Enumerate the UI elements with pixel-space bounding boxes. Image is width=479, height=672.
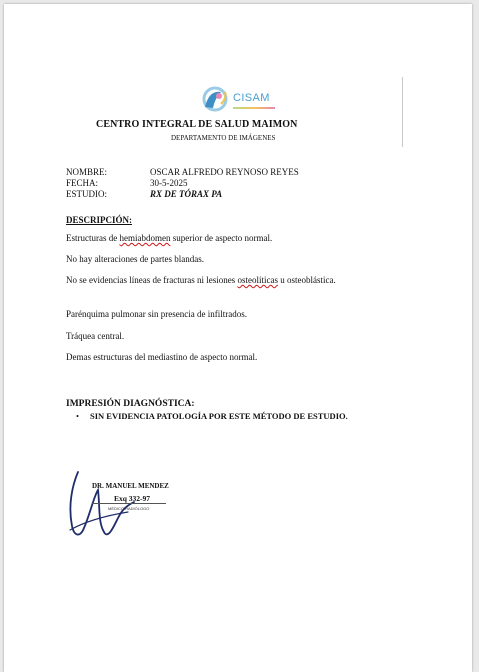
department-subtitle: DEPARTAMENTO DE IMÁGENES [171, 134, 276, 142]
doctor-exequatur: Exq 332-97 [114, 494, 151, 503]
impression-item [76, 411, 348, 421]
p1-text-end: superior de aspecto normal. [170, 233, 273, 243]
p3-misspelled-word: osteolíticas [237, 275, 278, 285]
study-label: ESTUDIO: [66, 189, 107, 199]
p3-text-end: u osteoblástica. [277, 275, 336, 285]
logo-wordmark: CISAM [233, 92, 270, 104]
doctor-role: MÉDICO RADIÓLOGO [108, 506, 150, 511]
p1-text-start: Estructuras de [66, 233, 120, 243]
date-value: 30-5-2025 [150, 178, 188, 188]
bullet-icon: • [76, 411, 79, 421]
signature-line [92, 503, 166, 504]
cisam-logo [191, 84, 275, 114]
description-paragraph-6: Demas estructuras del mediastino de aspecto normal. [66, 352, 258, 362]
description-paragraph-5: Tráquea central. [66, 331, 125, 341]
margin-rule [402, 77, 403, 147]
logo-emblem-icon [191, 84, 231, 114]
logo-tagline-stripe [233, 107, 275, 109]
description-paragraph-3 [66, 275, 366, 287]
impression-item-text: SIN EVIDENCIA PATOLOGÍA POR ESTE MÉTODO DE ESTUDIO. [90, 411, 348, 421]
description-heading: DESCRIPCIÓN: [66, 215, 133, 225]
p1-misspelled-word: hemiabdomen [119, 233, 171, 243]
institution-title: CENTRO INTEGRAL DE SALUD MAIMON [96, 119, 298, 130]
date-label: FECHA: [66, 178, 99, 188]
description-paragraph-4: Parénquima pulmonar sin presencia de infiltrados. [66, 309, 247, 319]
description-paragraph-2: No hay alteraciones de partes blandas. [66, 254, 204, 264]
document-page [4, 4, 472, 672]
impression-title: IMPRESIÓN DIAGNÓSTICA: [66, 399, 195, 409]
doctor-name: DR. MANUEL MENDEZ [92, 482, 169, 490]
handwritten-signature-icon [64, 466, 174, 544]
study-value: RX DE TÓRAX PA [150, 189, 223, 199]
p3-text-start: No se evidencias líneas de fracturas ni lesiones [66, 275, 238, 285]
name-label: NOMBRE: [66, 167, 108, 177]
name-value: OSCAR ALFREDO REYNOSO REYES [150, 167, 299, 177]
description-paragraph-1 [66, 233, 366, 245]
